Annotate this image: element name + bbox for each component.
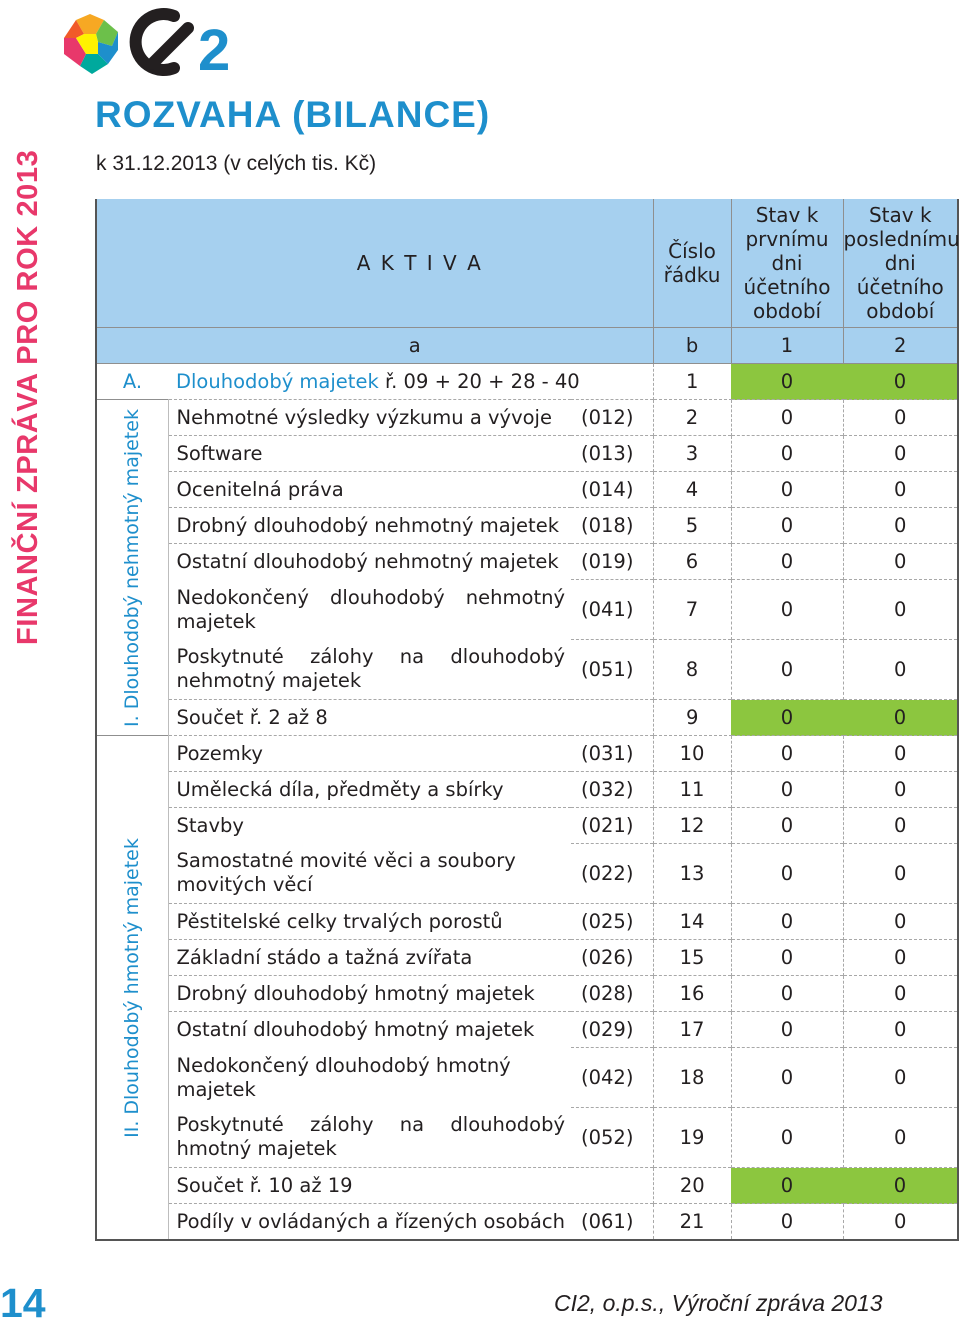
row-v2: 0: [843, 976, 958, 1012]
row-v2: 0: [843, 700, 958, 736]
row-v1: 0: [731, 1204, 843, 1241]
section-a-row-no: 1: [653, 364, 731, 400]
group-2-label: II. Dlouhodobý hmotný majetek: [121, 837, 144, 1138]
table-row: [96, 808, 958, 844]
row-v1: 0: [731, 736, 843, 772]
row-code: (022): [571, 844, 653, 904]
row-number: 14: [653, 904, 731, 940]
logo-c-icon: [136, 14, 188, 70]
row-code: (042): [571, 1048, 653, 1108]
row-v2: 0: [843, 436, 958, 472]
row-label: Nehmotné výsledky výzkumu a vývoje: [168, 400, 571, 436]
row-number: 20: [653, 1168, 731, 1204]
row-v1: 0: [731, 472, 843, 508]
row-label: Samostatné movité věci a soubory movitých věcí: [176, 849, 516, 897]
row-v2: 0: [843, 940, 958, 976]
row-number: 9: [653, 700, 731, 736]
row-code: (061): [571, 1204, 653, 1241]
table-row: [96, 976, 958, 1012]
section-a-title: Dlouhodobý majetek: [176, 370, 379, 393]
row-label: Součet ř. 2 až 8: [168, 700, 571, 736]
section-a-v2: 0: [843, 364, 958, 400]
page-title: ROZVAHA (BILANCE): [95, 94, 491, 135]
row-label: Ostatní dlouhodobý hmotný majetek: [168, 1012, 571, 1048]
table-row: [96, 544, 958, 580]
logo-flower-icon: [60, 14, 120, 74]
row-code: (032): [571, 772, 653, 808]
row-v2: 0: [843, 580, 958, 640]
row-number: 15: [653, 940, 731, 976]
row-v1: 0: [731, 508, 843, 544]
side-title: FINANČNÍ ZPRÁVA PRO ROK 2013: [12, 149, 44, 645]
row-number: 2: [653, 400, 731, 436]
row-code: (014): [571, 472, 653, 508]
header-closing-balance: Stav k poslednímu dni účetního období: [843, 199, 958, 328]
row-code: (028): [571, 976, 653, 1012]
row-label: Podíly v ovládaných a řízených osobách: [168, 1204, 571, 1241]
row-v2: 0: [843, 640, 958, 700]
row-v2: 0: [843, 1168, 958, 1204]
section-a-mark: A.: [96, 364, 168, 400]
row-v1: 0: [731, 1048, 843, 1108]
col-b: b: [653, 328, 731, 364]
row-v1: 0: [731, 544, 843, 580]
row-v1: 0: [731, 1108, 843, 1168]
row-v2: 0: [843, 400, 958, 436]
row-v2: 0: [843, 1108, 958, 1168]
table-row: [96, 1048, 958, 1108]
group-1-label: I. Dlouhodobý nehmotný majetek: [121, 408, 144, 727]
table-row: [96, 736, 958, 772]
row-label: Umělecká díla, předměty a sbírky: [168, 772, 571, 808]
row-v1: 0: [731, 1012, 843, 1048]
row-v2: 0: [843, 736, 958, 772]
row-label: Drobný dlouhodobý nehmotný majetek: [168, 508, 571, 544]
table-row: [96, 400, 958, 436]
row-number: 16: [653, 976, 731, 1012]
row-v1: 0: [731, 640, 843, 700]
row-code: (051): [571, 640, 653, 700]
row-label: Základní stádo a tažná zvířata: [168, 940, 571, 976]
row-number: 13: [653, 844, 731, 904]
table-row: [96, 1012, 958, 1048]
row-number: 18: [653, 1048, 731, 1108]
row-v1: 0: [731, 808, 843, 844]
row-number: 7: [653, 580, 731, 640]
header-aktiva: A K T I V A: [96, 199, 653, 328]
row-code: (021): [571, 808, 653, 844]
logo-two: 2: [198, 18, 231, 82]
row-number: 3: [653, 436, 731, 472]
table-row: [96, 640, 958, 700]
row-code: (018): [571, 508, 653, 544]
column-letters-row: [96, 328, 958, 364]
row-number: 6: [653, 544, 731, 580]
row-code: (019): [571, 544, 653, 580]
row-v1: 0: [731, 1168, 843, 1204]
table-row: [96, 472, 958, 508]
row-v1: 0: [731, 700, 843, 736]
row-label: Pozemky: [168, 736, 571, 772]
table-row: [96, 940, 958, 976]
row-label: Stavby: [168, 808, 571, 844]
row-number: 17: [653, 1012, 731, 1048]
table-row: [96, 1204, 958, 1241]
row-code: [571, 1168, 653, 1204]
row-v2: 0: [843, 904, 958, 940]
section-a-v1: 0: [731, 364, 843, 400]
row-label: Ostatní dlouhodobý nehmotný majetek: [168, 544, 571, 580]
col-1: 1: [731, 328, 843, 364]
header-opening-balance: Stav k prvnímu dni účetního období: [731, 199, 843, 328]
col-2: 2: [843, 328, 958, 364]
row-label: Nedokončený dlouhodobý nehmotný majetek: [176, 585, 565, 633]
row-label: Součet ř. 10 až 19: [168, 1168, 571, 1204]
page-number: 14: [0, 1280, 46, 1326]
ci2-logo: [56, 2, 256, 82]
row-v1: 0: [731, 400, 843, 436]
row-code: (029): [571, 1012, 653, 1048]
row-number: 11: [653, 772, 731, 808]
row-number: 12: [653, 808, 731, 844]
row-v2: 0: [843, 844, 958, 904]
row-code: (041): [571, 580, 653, 640]
row-v1: 0: [731, 772, 843, 808]
header-row: [96, 199, 958, 328]
sum-row: [96, 700, 958, 736]
row-v1: 0: [731, 844, 843, 904]
row-number: 21: [653, 1204, 731, 1241]
row-label: Software: [168, 436, 571, 472]
row-v2: 0: [843, 544, 958, 580]
footer-text: CI2, o.p.s., Výroční zpráva 2013: [554, 1290, 883, 1316]
row-v1: 0: [731, 904, 843, 940]
row-code: (031): [571, 736, 653, 772]
table-row: [96, 904, 958, 940]
section-a-label: [168, 364, 653, 400]
row-v2: 0: [843, 772, 958, 808]
row-label: Ocenitelná práva: [168, 472, 571, 508]
row-v1: 0: [731, 580, 843, 640]
row-label: Poskytnuté zálohy na dlouhodobý hmotný majetek: [176, 1113, 565, 1161]
row-v2: 0: [843, 808, 958, 844]
page-subtitle: k 31.12.2013 (v celých tis. Kč): [96, 152, 377, 175]
row-label: Nedokončený dlouhodobý hmotný majetek: [176, 1053, 511, 1101]
row-v2: 0: [843, 472, 958, 508]
row-v1: 0: [731, 940, 843, 976]
row-code: (013): [571, 436, 653, 472]
row-v2: 0: [843, 1012, 958, 1048]
row-v2: 0: [843, 1204, 958, 1241]
row-v1: 0: [731, 436, 843, 472]
row-label: Poskytnuté zálohy na dlouhodobý nehmotný majetek: [176, 645, 565, 693]
section-a-row: [96, 364, 958, 400]
col-a: a: [96, 328, 653, 364]
row-v2: 0: [843, 1048, 958, 1108]
row-v1: 0: [731, 976, 843, 1012]
row-code: (052): [571, 1108, 653, 1168]
table-row: [96, 508, 958, 544]
table-row: [96, 844, 958, 904]
row-v2: 0: [843, 508, 958, 544]
row-code: (026): [571, 940, 653, 976]
section-a-formula: ř. 09 + 20 + 28 - 40: [384, 370, 580, 393]
row-label: Drobný dlouhodobý hmotný majetek: [168, 976, 571, 1012]
row-code: [571, 700, 653, 736]
table-row: [96, 580, 958, 640]
row-code: (012): [571, 400, 653, 436]
sum-row: [96, 1168, 958, 1204]
row-number: 19: [653, 1108, 731, 1168]
table-row: [96, 436, 958, 472]
balance-table: [95, 199, 959, 1241]
group-2-cell: [96, 736, 168, 1241]
row-label: Pěstitelské celky trvalých porostů: [168, 904, 571, 940]
row-number: 5: [653, 508, 731, 544]
table-row: [96, 772, 958, 808]
row-number: 10: [653, 736, 731, 772]
row-number: 4: [653, 472, 731, 508]
row-code: (025): [571, 904, 653, 940]
row-number: 8: [653, 640, 731, 700]
table-row: [96, 1108, 958, 1168]
header-row-number: Číslo řádku: [653, 199, 731, 328]
group-1-cell: [96, 400, 168, 736]
